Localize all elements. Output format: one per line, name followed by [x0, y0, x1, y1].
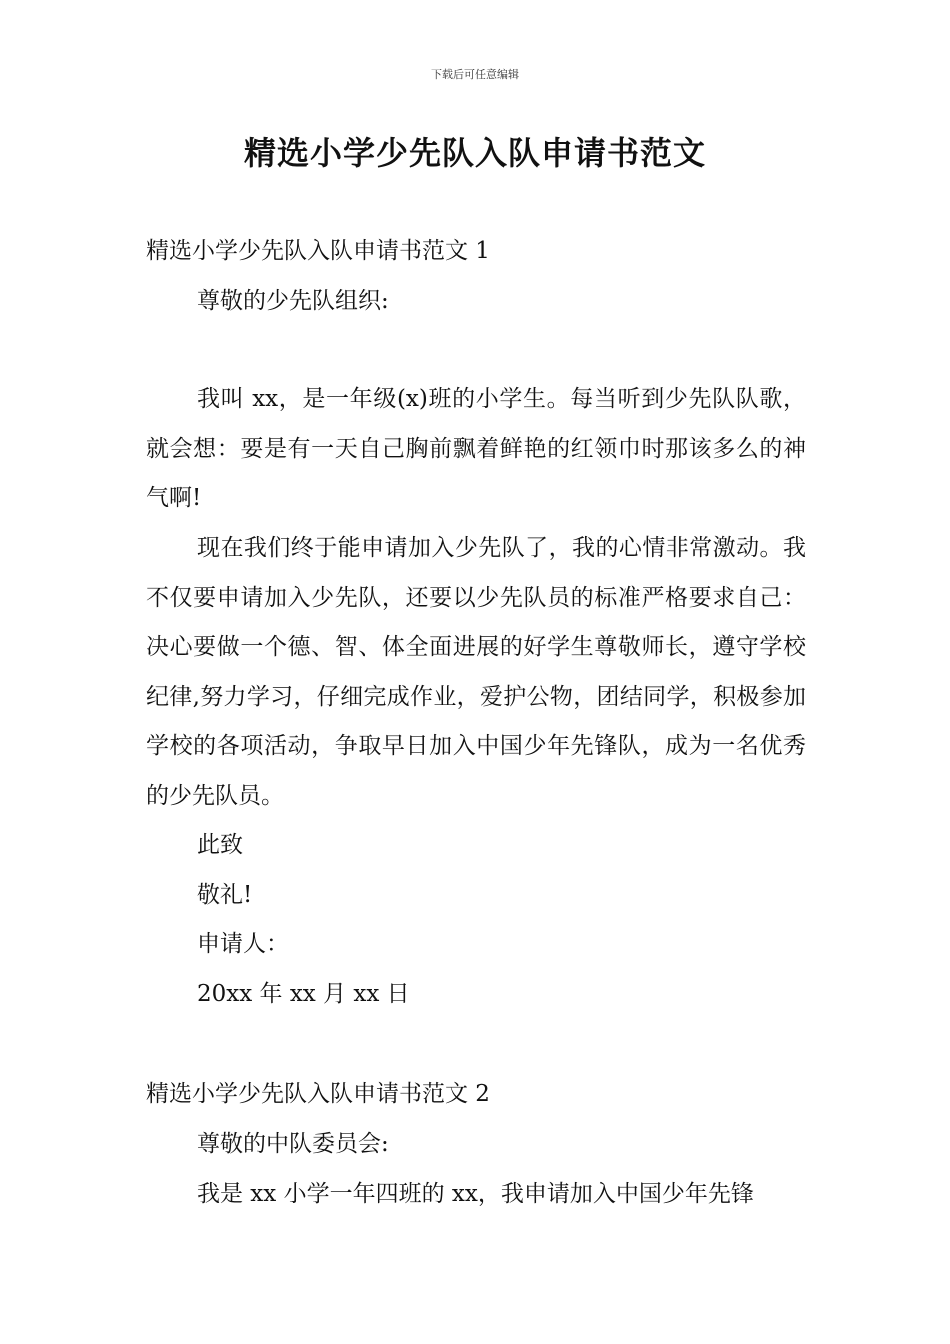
- section-heading-2: 精选小学少先队入队申请书范文 2: [146, 1081, 490, 1107]
- header-note: 下载后可任意编辑: [431, 68, 519, 81]
- salutation-2: 尊敬的中队委员会:: [197, 1131, 389, 1157]
- paragraph-3: 我是 xx 小学一年四班的 xx，我申请加入中国少年先锋: [197, 1181, 754, 1207]
- paragraph-2: 现在我们终于能申请加入少先队了，我的心情非常激动。我不仅要申请加入少先队，还要以少先队员的标准严格要求自己：决心要做一个德、智、体全面进展的好学生尊敬师长，遵守学校纪律,努力学习，仔细完成作业，爱护公物，团结同学，积极参加学校的各项活动，争取早日加入中国少年先锋队，成为一名优秀的少先队员。: [146, 535, 806, 809]
- date-line: 20xx 年 xx 月 xx 日: [197, 981, 410, 1007]
- closing-line-1: 此致: [197, 832, 243, 858]
- salutation-1: 尊敬的少先队组织:: [197, 288, 389, 314]
- closing-line-2: 敬礼!: [197, 882, 253, 908]
- signer-label: 申请人：: [197, 931, 289, 957]
- section-heading-1: 精选小学少先队入队申请书范文 1: [146, 238, 490, 264]
- paragraph-1: 我叫 xx，是一年级(x)班的小学生。每当听到少先队队歌，就会想：要是有一天自己胸前飘着鲜艳的红领巾时那该多么的神气啊!: [146, 386, 806, 511]
- document-title: 精选小学少先队入队申请书范文: [243, 134, 706, 172]
